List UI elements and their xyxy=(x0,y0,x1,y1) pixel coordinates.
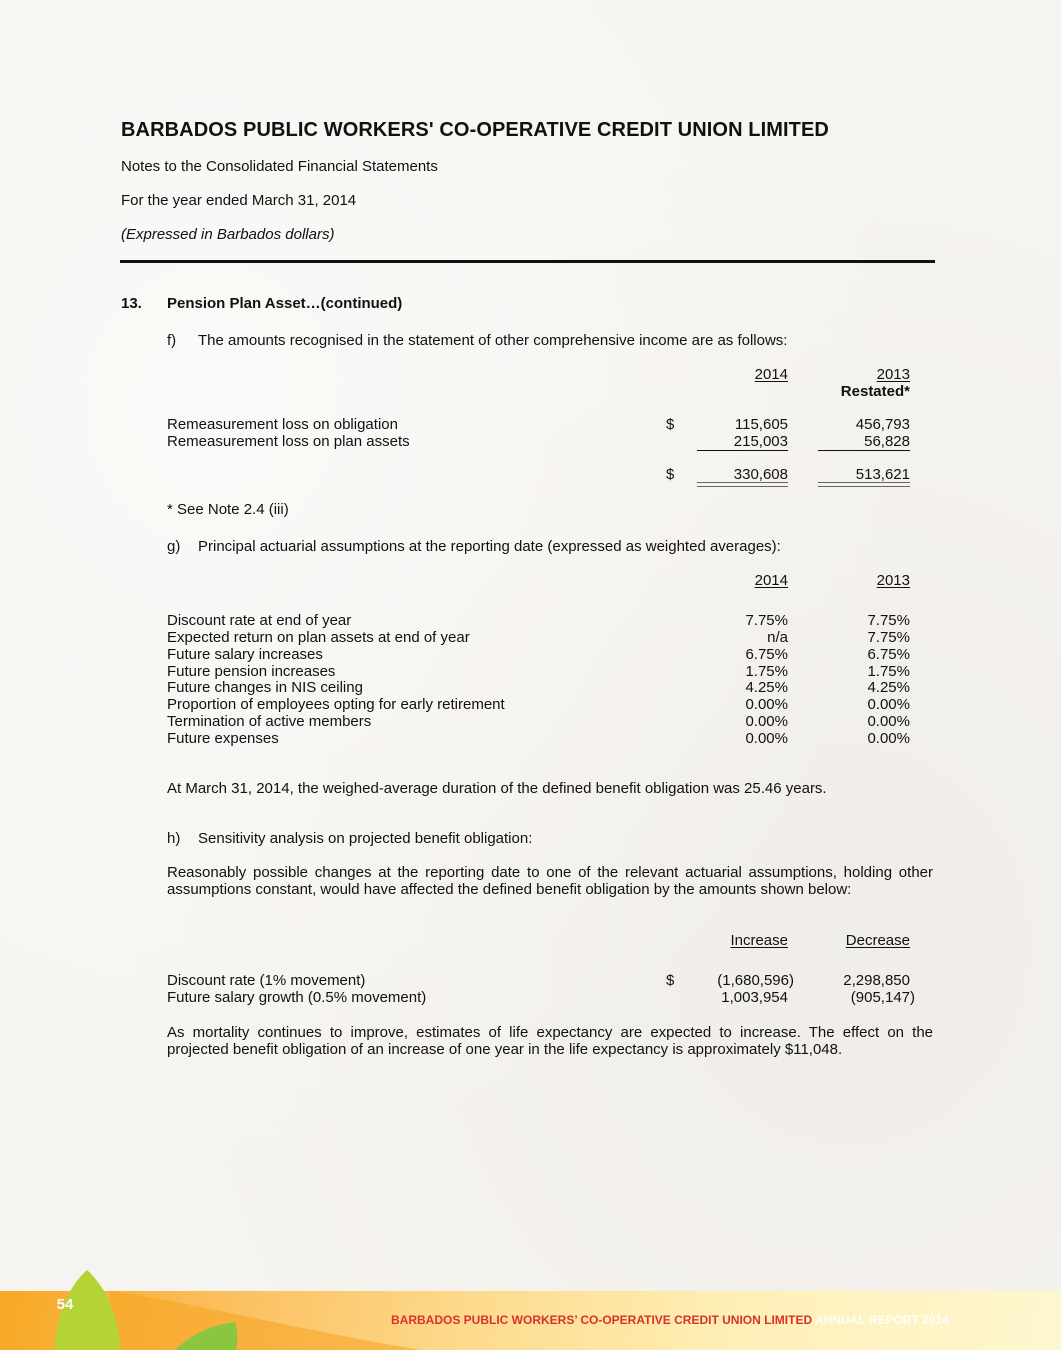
value-decrease: 2,298,850 xyxy=(843,972,910,989)
value-decrease: (905,147) xyxy=(850,989,915,1006)
part-h-col-decrease: Decrease xyxy=(845,932,910,949)
total-double-rule-2013 xyxy=(818,482,910,487)
duration-note: At March 31, 2014, the weighed-average duration of the defined benefit obligation was 25.46 years. xyxy=(167,780,827,797)
part-f-col-2014: 2014 xyxy=(754,366,788,383)
table-row xyxy=(167,629,912,646)
section-title: Pension Plan Asset…(continued) xyxy=(167,295,403,312)
part-f-col-2013: 2013 xyxy=(876,366,910,383)
row-label: Remeasurement loss on obligation xyxy=(167,416,398,433)
part-g-col-2014: 2014 xyxy=(754,572,788,589)
table-row xyxy=(167,416,912,433)
sensitivity-description: Reasonably possible changes at the reporting date to one of the relevant actuarial assumptions, holding other assumptions constant, would have affected the defined benefit obligation by the amounts shown below: xyxy=(167,864,933,898)
value-2014: 4.25% xyxy=(745,679,788,696)
value-2014: 0.00% xyxy=(745,713,788,730)
row-label: Discount rate at end of year xyxy=(167,612,352,629)
subtotal-rule-2013 xyxy=(818,450,910,451)
value-2014: 7.75% xyxy=(745,612,788,629)
part-h-col-increase: Increase xyxy=(730,932,788,949)
value-increase: (1,680,596) xyxy=(717,972,794,989)
total-2014: 330,608 xyxy=(733,466,788,483)
row-label: Proportion of employees opting for early retirement xyxy=(167,696,505,713)
value-2013: 0.00% xyxy=(867,696,910,713)
part-g-intro: Principal actuarial assumptions at the reporting date (expressed as weighted averages): xyxy=(198,538,781,555)
document-subtitle: Notes to the Consolidated Financial Statements xyxy=(121,158,438,175)
part-g-col-2013: 2013 xyxy=(876,572,910,589)
currency-note: (Expressed in Barbados dollars) xyxy=(121,226,335,243)
table-row xyxy=(167,679,912,696)
currency-symbol: $ xyxy=(666,972,675,989)
part-h-label: h) xyxy=(167,830,181,847)
currency-symbol: $ xyxy=(666,466,675,483)
table-row xyxy=(167,612,912,629)
table-row xyxy=(167,713,912,730)
subtotal-rule-2014 xyxy=(697,450,788,451)
value-2013: 56,828 xyxy=(864,433,910,450)
part-h-intro: Sensitivity analysis on projected benefit obligation: xyxy=(198,830,533,847)
reporting-period: For the year ended March 31, 2014 xyxy=(121,192,357,209)
value-2013: 6.75% xyxy=(867,646,910,663)
table-row xyxy=(167,663,912,680)
value-2014: 0.00% xyxy=(745,730,788,747)
row-label: Future salary growth (0.5% movement) xyxy=(167,989,427,1006)
row-label: Expected return on plan assets at end of year xyxy=(167,629,470,646)
value-2014: 0.00% xyxy=(745,696,788,713)
footer-decoration xyxy=(0,1260,1061,1350)
footer-report-label: ANNUAL REPORT 2014 xyxy=(815,1313,949,1327)
total-2013: 513,621 xyxy=(855,466,910,483)
value-2013: 7.75% xyxy=(867,612,910,629)
value-2013: 7.75% xyxy=(867,629,910,646)
part-f-footnote: * See Note 2.4 (iii) xyxy=(167,501,289,518)
value-2013: 4.25% xyxy=(867,679,910,696)
document-title: BARBADOS PUBLIC WORKERS' CO-OPERATIVE CREDIT UNION LIMITED xyxy=(121,119,829,141)
part-f-intro: The amounts recognised in the statement of other comprehensive income are as follows: xyxy=(198,332,788,349)
row-label: Future expenses xyxy=(167,730,279,747)
value-2014: 115,605 xyxy=(734,416,788,433)
table-row xyxy=(167,730,912,747)
table-row xyxy=(167,646,912,663)
value-2014: n/a xyxy=(767,629,788,646)
value-2014: 1.75% xyxy=(745,663,788,680)
footer-title xyxy=(391,1313,949,1327)
row-label: Future pension increases xyxy=(167,663,336,680)
footer-org-name: BARBADOS PUBLIC WORKERS’ CO-OPERATIVE CREDIT UNION LIMITED xyxy=(391,1313,813,1327)
value-2014: 215,003 xyxy=(733,433,788,450)
row-label: Future salary increases xyxy=(167,646,323,663)
part-g-label: g) xyxy=(167,538,181,555)
total-row xyxy=(167,466,912,483)
part-f-label: f) xyxy=(167,332,177,349)
part-f-col-2013-restated: Restated* xyxy=(840,383,910,400)
row-label: Future changes in NIS ceiling xyxy=(167,679,363,696)
table-row xyxy=(167,696,912,713)
page-number: 54 xyxy=(56,1296,74,1313)
total-double-rule-2014 xyxy=(697,482,788,487)
value-2013: 0.00% xyxy=(867,713,910,730)
row-label: Discount rate (1% movement) xyxy=(167,972,366,989)
value-2014: 6.75% xyxy=(745,646,788,663)
row-label: Remeasurement loss on plan assets xyxy=(167,433,410,450)
value-increase: 1,003,954 xyxy=(721,989,788,1006)
table-row xyxy=(167,972,912,989)
value-2013: 1.75% xyxy=(867,663,910,680)
value-2013: 456,793 xyxy=(855,416,910,433)
mortality-note: As mortality continues to improve, estimates of life expectancy are expected to increase. The effect on the projected benefit obligation of an increase of one year in the life expectancy is approximately $11,048. xyxy=(167,1024,933,1058)
section-number: 13. xyxy=(121,295,142,312)
table-row xyxy=(167,433,912,450)
currency-symbol: $ xyxy=(666,416,675,433)
row-label: Termination of active members xyxy=(167,713,372,730)
table-row xyxy=(167,989,915,1006)
header-divider xyxy=(120,260,935,263)
value-2013: 0.00% xyxy=(867,730,910,747)
